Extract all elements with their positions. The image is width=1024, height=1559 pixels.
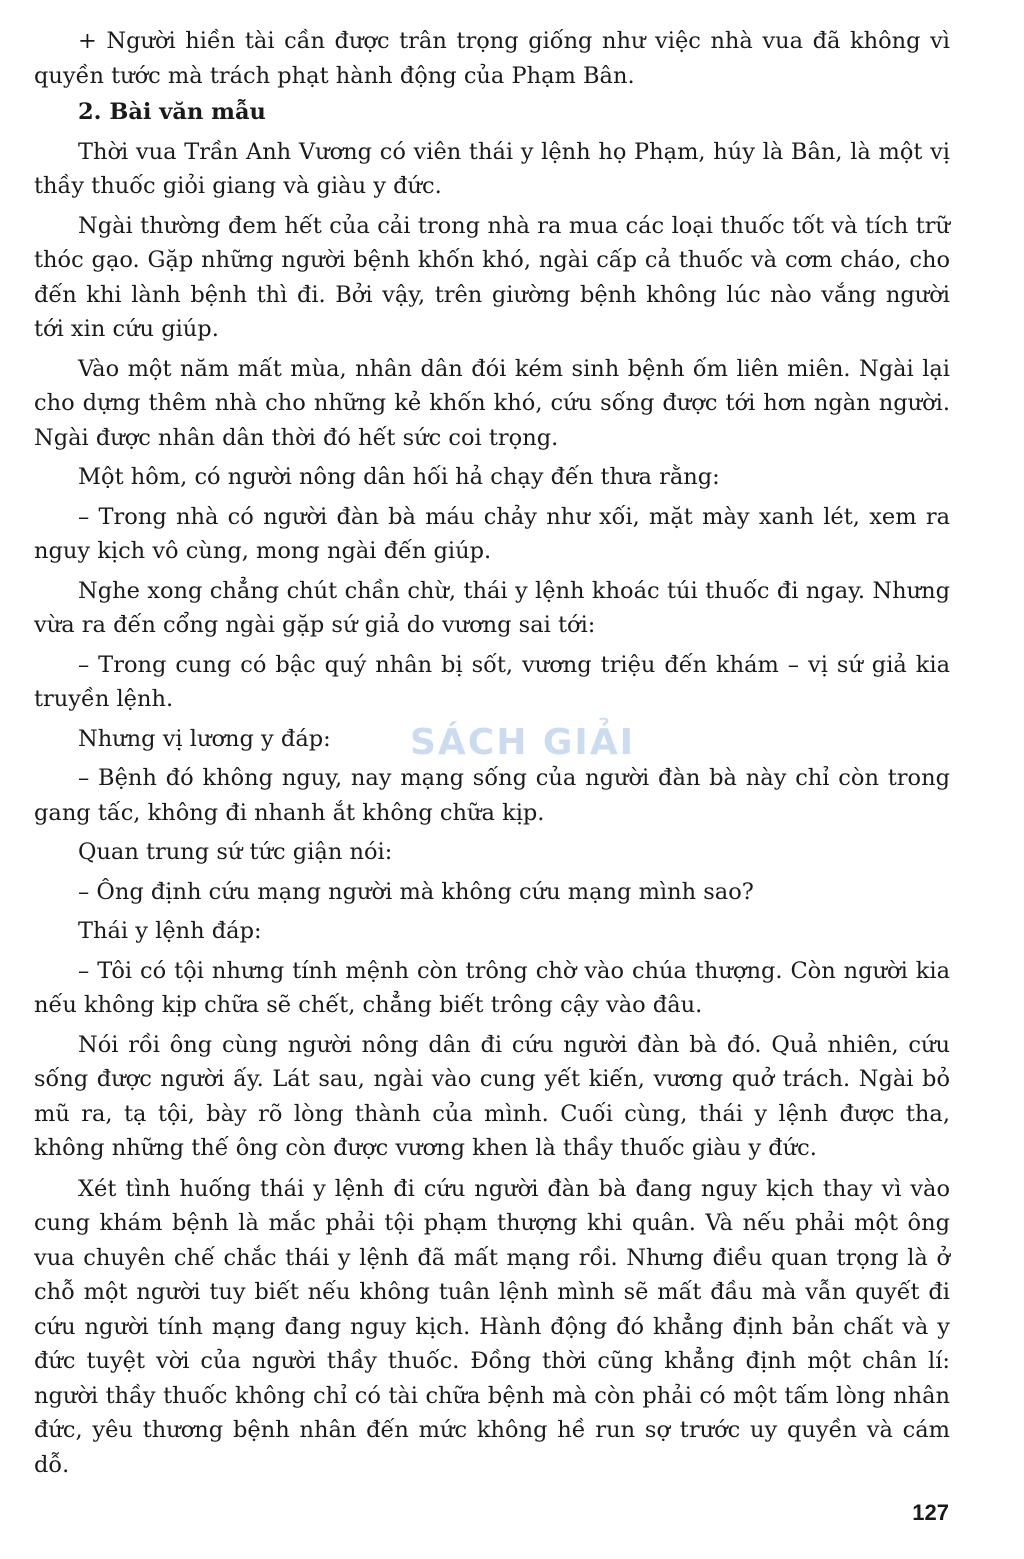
paragraph: Nghe xong chẳng chút chần chừ, thái y lệnh khoác túi thuốc đi ngay. Nhưng vừa ra đến cổng ngài gặp sứ giả do vương sai tới: xyxy=(34,577,950,638)
paragraph: Một hôm, có người nông dân hối hả chạy đến thưa rằng: xyxy=(78,464,720,490)
dialogue-line: – Bệnh đó không nguy, nay mạng sống của người đàn bà này chỉ còn trong gang tấc, không đi nhanh ắt không chữa kịp. xyxy=(34,765,950,826)
paragraph: Thời vua Trần Anh Vương có viên thái y lệnh họ Phạm, húy là Bân, là một vị thầy thuốc giỏi giang và giàu y đức. xyxy=(34,138,950,199)
paragraph-intro-point: + Người hiền tài cần được trân trọng giống như việc nhà vua đã không vì quyền tước mà trách phạt hành động của Phạm Bân. xyxy=(34,28,950,89)
paragraph: Quan trung sứ tức giận nói: xyxy=(78,839,393,865)
paragraph: Ngài thường đem hết của cải trong nhà ra mua các loại thuốc tốt và tích trữ thóc gạo. Gặp những người bệnh khốn khó, ngài cấp cả thuốc và cơm cháo, cho đến khi lành bệnh thì đi. Bởi vậy, trên giường bệnh không lúc nào vắng người tới xin cứu giúp. xyxy=(34,212,950,342)
paragraph: Nhưng vị lương y đáp: xyxy=(78,725,331,752)
dialogue-line: – Tôi có tội nhưng tính mệnh còn trông chờ vào chúa thượng. Còn người kia nếu không kịp chữa sẽ chết, chẳng biết trông cậy vào đâu. xyxy=(34,957,950,1018)
dialogue-line: – Trong cung có bậc quý nhân bị sốt, vương triệu đến khám – vị sứ giả kia truyền lệnh. xyxy=(34,651,950,712)
watermark-logo: SÁCH GIẢI xyxy=(410,722,636,763)
paragraph: Thái y lệnh đáp: xyxy=(78,918,262,944)
page-number: 127 xyxy=(912,1500,949,1525)
paragraph: Nói rồi ông cùng người nông dân đi cứu người đàn bà đó. Quả nhiên, cứu sống được người ấy. Lát sau, ngài vào cung yết kiến, vương quở trách. Ngài bỏ mũ ra, tạ tội, bày rõ lòng thành của mình. Cuối cùng, thái y lệnh được tha, không những thế ông còn được vương khen là thầy thuốc giàu y đức. xyxy=(34,1031,950,1161)
document-body xyxy=(34,24,950,1482)
paragraph: Vào một năm mất mùa, nhân dân đói kém sinh bệnh ốm liên miên. Ngài lại cho dựng thêm nhà cho những kẻ khốn khó, cứu sống được tới hơn ngàn người. Ngài được nhân dân thời đó hết sức coi trọng. xyxy=(34,355,950,451)
paragraph-conclusion: Xét tình huống thái y lệnh đi cứu người đàn bà đang nguy kịch thay vì vào cung khám bệnh là mắc phải tội phạm thượng khi quân. Và nếu phải một ông vua chuyên chế chắc thái y lệnh đã mất mạng rồi. Nhưng điều quan trọng là ở chỗ một người tuy biết nếu không tuân lệnh mình sẽ mất đầu mà vẫn quyết đi cứu người tính mạng đang nguy kịch. Hành động đó khẳng định bản chất và y đức tuyệt vời của người thầy thuốc. Đồng thời cũng khẳng định một chân lí: người thầy thuốc không chỉ có tài chữa bệnh mà còn phải có một tấm lòng nhân đức, yêu thương bệnh nhân đến mức không hề run sợ trước uy quyền và cám dỗ. xyxy=(34,1175,950,1478)
dialogue-line: – Trong nhà có người đàn bà máu chảy như xối, mặt mày xanh lét, xem ra nguy kịch vô cùng, mong ngài đến giúp. xyxy=(34,503,950,564)
section-heading: 2. Bài văn mẫu xyxy=(78,99,266,125)
dialogue-line: – Ông định cứu mạng người mà không cứu mạng mình sao? xyxy=(78,878,754,905)
